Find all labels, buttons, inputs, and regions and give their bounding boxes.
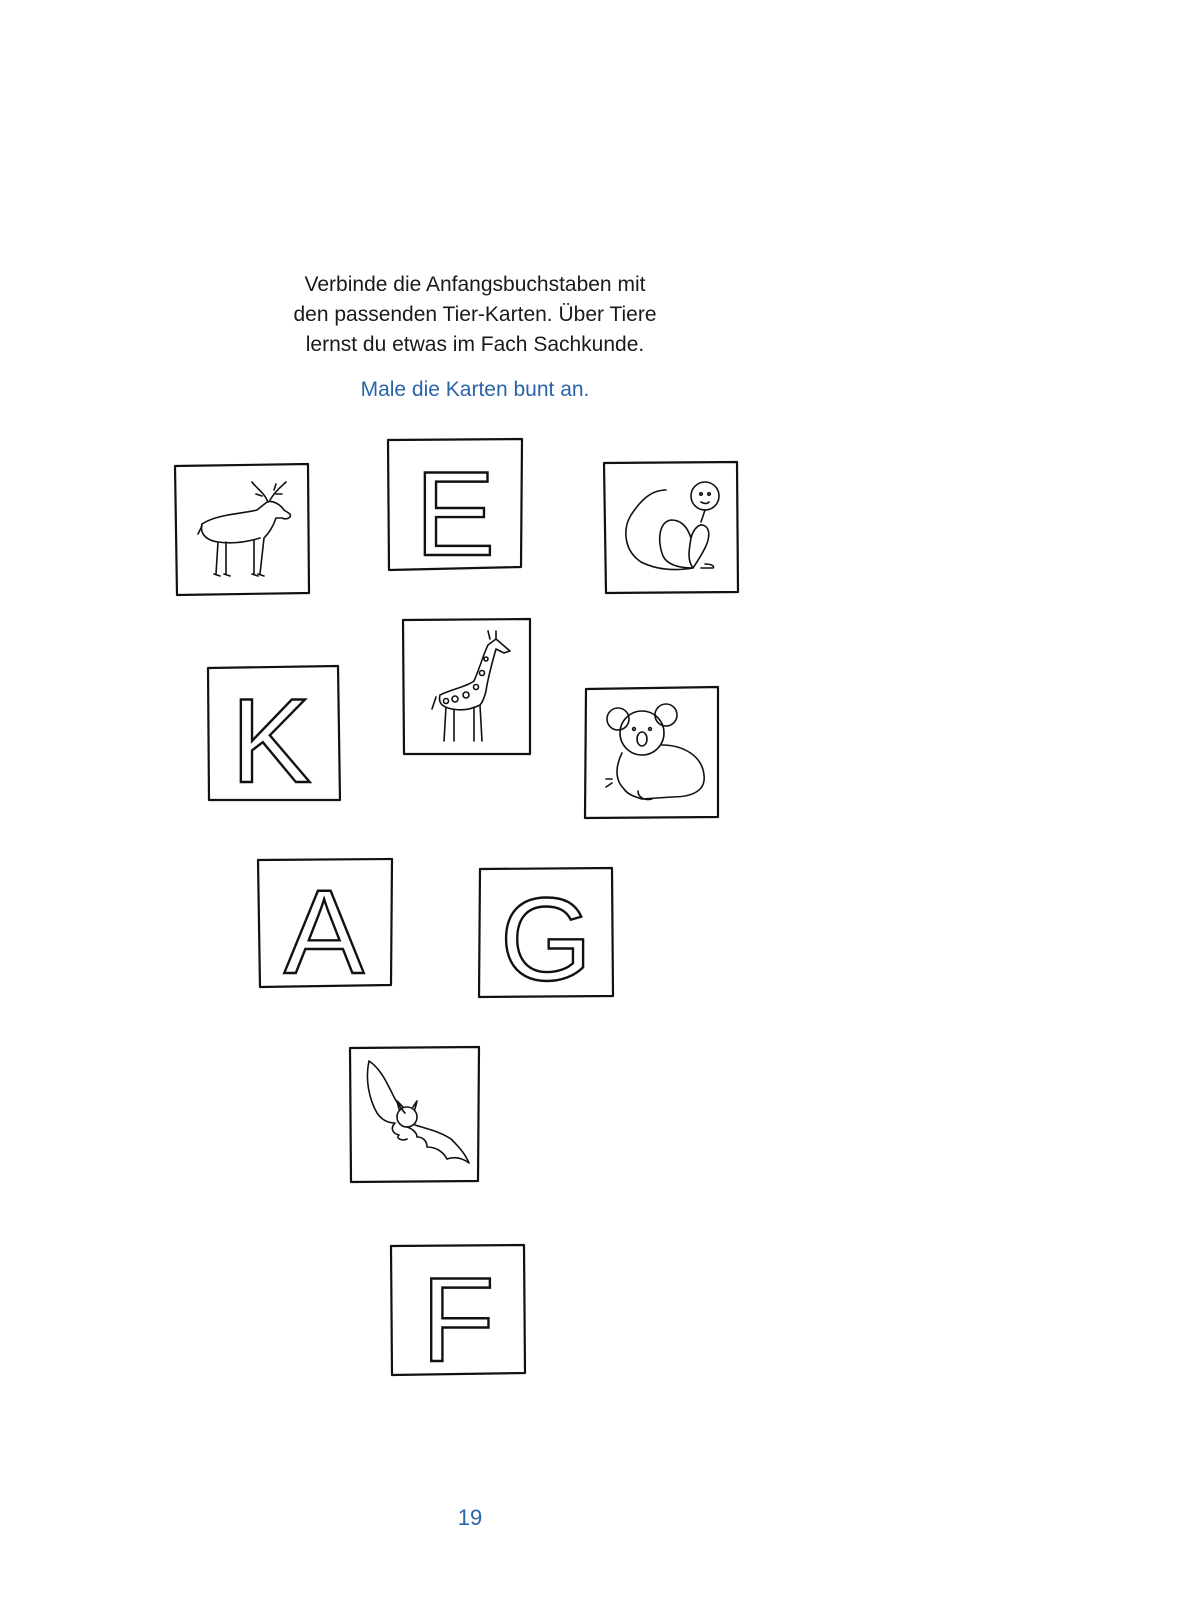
instruction-line-2: den passenden Tier-Karten. Über Tiere [293,303,657,326]
bat-icon [367,1061,469,1163]
giraffe-icon [432,631,510,741]
animal-card-giraffe[interactable] [400,617,535,757]
monkey-icon [626,482,719,570]
animal-card-koala[interactable] [582,685,722,821]
letter-card-k[interactable] [205,664,345,808]
animal-card-moose[interactable] [172,462,312,598]
moose-icon [198,482,290,576]
subinstruction: Male die Karten bunt an. [360,378,590,401]
animal-card-bat[interactable] [347,1045,483,1185]
animal-card-monkey[interactable] [601,460,741,596]
letter-card-f[interactable] [388,1243,528,1387]
letter-k: K [230,674,312,808]
instruction-line-1: Verbinde die Anfangsbuchstaben mit [304,273,646,296]
koala-icon [606,704,704,800]
instruction-line-3: lernst du etwas im Fach Sachkunde. [305,333,645,356]
letter-a: A [283,865,365,999]
letter-card-e[interactable] [385,437,525,581]
page-number: 19 [457,1505,483,1530]
letter-g: G [500,874,592,1006]
letter-card-g[interactable] [476,866,616,1006]
instructions [230,270,720,360]
letter-e: E [414,447,496,581]
letter-f: F [421,1253,495,1387]
letter-card-a[interactable] [255,857,395,999]
